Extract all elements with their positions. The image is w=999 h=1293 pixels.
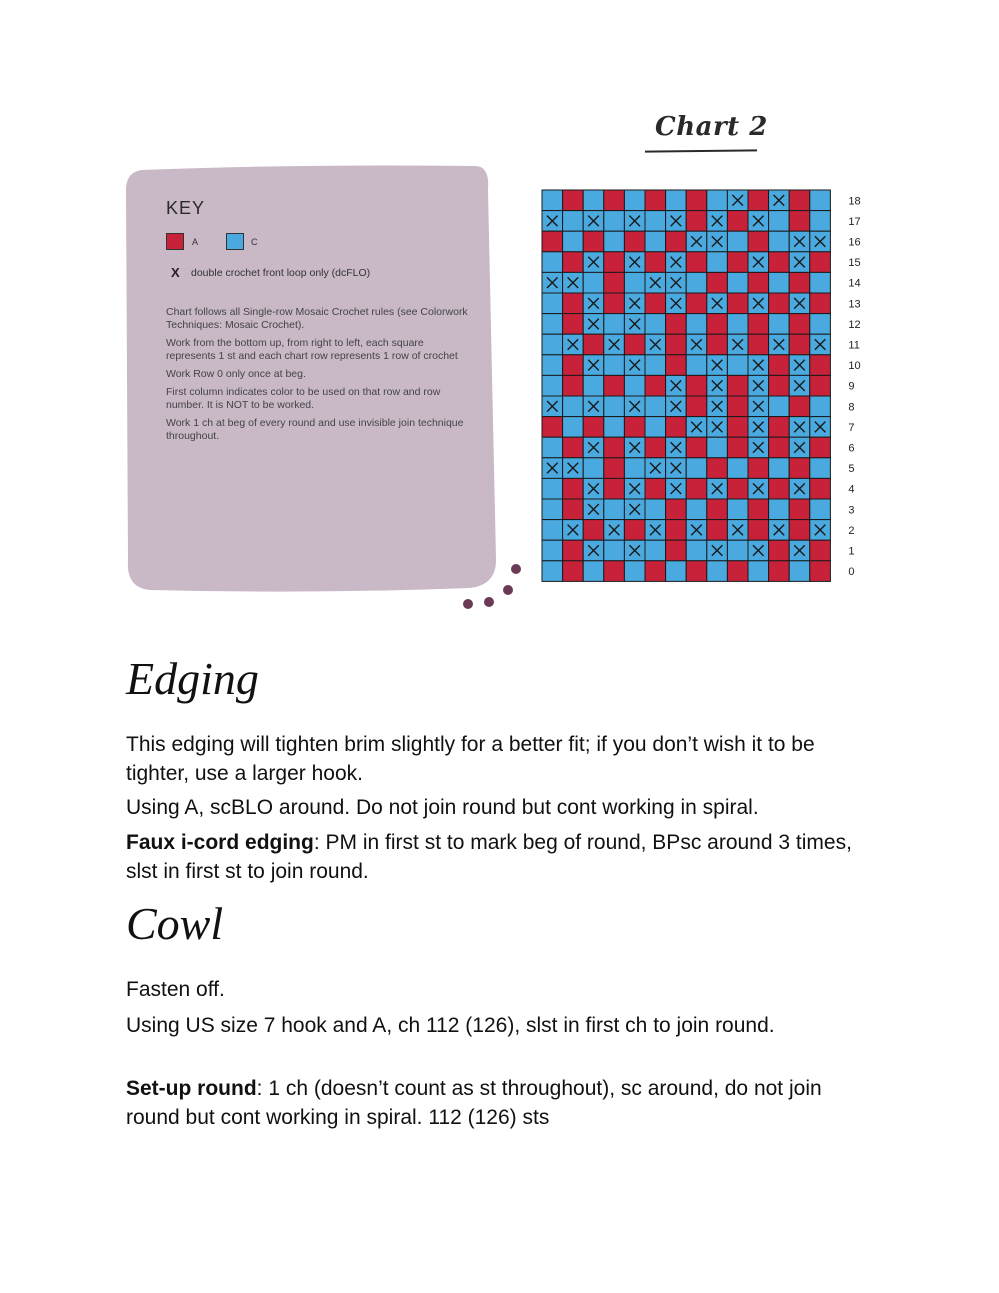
chart-cell: [604, 437, 625, 458]
chart-cell: [789, 396, 810, 417]
chart-cell: [583, 458, 604, 479]
chart-cell: [686, 190, 707, 211]
chart-cell: [769, 478, 790, 499]
chart-cell: [727, 293, 748, 314]
chart-cell: [666, 314, 687, 335]
chart-cell: [583, 231, 604, 252]
chart-cell: [604, 540, 625, 561]
chart-cell: [686, 293, 707, 314]
chart-cell: [769, 561, 790, 582]
chart-cell: [624, 520, 645, 541]
chart-cell: [769, 252, 790, 273]
swatch-a-label: A: [192, 237, 199, 247]
chart-cell: [583, 417, 604, 438]
chart-cell: [563, 561, 584, 582]
faux-icord-label: Faux i-cord edging: [126, 831, 314, 854]
row-number-label: 18: [848, 195, 861, 208]
chart-cell: [748, 520, 769, 541]
chart-cell: [583, 561, 604, 582]
chart-cell: [707, 272, 728, 293]
chart-cell: [810, 437, 831, 458]
decorative-dot: [463, 599, 473, 609]
chart-cell: [707, 314, 728, 335]
chart-cell: [789, 190, 810, 211]
chart-cell: [542, 478, 563, 499]
row-number-label: 11: [848, 339, 860, 352]
chart-cell: [727, 211, 748, 232]
chart-cell: [645, 252, 666, 273]
chart-cell: [727, 231, 748, 252]
key-panel: [120, 160, 510, 600]
chart-cell: [645, 478, 666, 499]
chart-cell: [810, 499, 831, 520]
x-stitch-description: double crochet front loop only (dcFLO): [191, 267, 371, 279]
chart-cell: [769, 375, 790, 396]
chart-cell: [583, 190, 604, 211]
chart-cell: [727, 458, 748, 479]
chart-cell: [666, 334, 687, 355]
chart-cell: [604, 458, 625, 479]
chart-cell: [727, 540, 748, 561]
row-number-label: 13: [848, 298, 861, 311]
row-number-label: 10: [848, 360, 861, 373]
chart-cell: [707, 437, 728, 458]
chart-cell: [769, 540, 790, 561]
chart-cell: [686, 396, 707, 417]
chart-cell: [645, 314, 666, 335]
cowl-paragraph-3: [126, 1074, 876, 1132]
key-note: First column indicates color to be used on that row and row number. It is NOT to be worked.: [166, 386, 441, 411]
chart-cell: [583, 334, 604, 355]
chart-cell: [604, 561, 625, 582]
chart-cell: [789, 499, 810, 520]
chart-cell: [748, 314, 769, 335]
chart-cell: [624, 231, 645, 252]
cowl-paragraph-2: Using US size 7 hook and A, ch 112 (126), slst in first ch to join round.: [126, 1014, 775, 1037]
key-note: Chart follows all Single-row Mosaic Crochet rules (see Colorwork Techniques: Mosaic Crochet).: [166, 306, 468, 331]
key-note: Work from the bottom up, from right to left, each square represents 1 st and each chart row represents 1 row of crochet: [166, 337, 458, 362]
chart-cell: [666, 520, 687, 541]
chart-cell: [769, 211, 790, 232]
chart-cell: [624, 561, 645, 582]
chart-cell: [727, 272, 748, 293]
chart-cell: [789, 561, 810, 582]
chart-cell: [563, 478, 584, 499]
chart-cell: [769, 293, 790, 314]
chart-cell: [727, 437, 748, 458]
chart-cell: [563, 396, 584, 417]
chart-cell: [810, 190, 831, 211]
chart-cell: [645, 499, 666, 520]
chart-cell: [810, 314, 831, 335]
chart-cell: [583, 272, 604, 293]
chart-cell: [604, 252, 625, 273]
chart-cell: [624, 190, 645, 211]
chart-title-underline: [645, 149, 757, 152]
chart-cell: [789, 520, 810, 541]
swatch-color-a: [166, 233, 184, 250]
chart-cell: [563, 231, 584, 252]
x-stitch-icon: X: [171, 265, 180, 280]
chart-cell: [686, 272, 707, 293]
chart-cell: [748, 231, 769, 252]
chart-cell: [604, 499, 625, 520]
chart-cell: [769, 417, 790, 438]
chart-cell: [645, 190, 666, 211]
chart-cell: [727, 314, 748, 335]
chart-cell: [789, 458, 810, 479]
row-number-label: 7: [848, 421, 855, 434]
setup-round-label: Set-up round: [126, 1077, 257, 1100]
chart-cell: [624, 334, 645, 355]
chart-cell: [789, 272, 810, 293]
mosaic-chart: [530, 180, 910, 590]
chart-cell: [666, 355, 687, 376]
chart-cell: [563, 314, 584, 335]
edging-heading: Edging: [126, 653, 259, 704]
row-number-label: 4: [848, 483, 855, 496]
key-heading: KEY: [166, 198, 206, 218]
chart-cell: [686, 437, 707, 458]
chart-cell: [769, 396, 790, 417]
chart-cell: [769, 499, 790, 520]
swatch-color-c: [226, 233, 244, 250]
row-number-label: 16: [848, 236, 861, 249]
chart-cell: [686, 458, 707, 479]
key-note: Work Row 0 only once at beg.: [166, 368, 306, 380]
chart-cell: [707, 458, 728, 479]
chart-cell: [604, 396, 625, 417]
faux-icord-text: : PM in first st to mark beg of round, BPsc around 3 times, slst in first st to join round.: [126, 831, 852, 883]
chart-cell: [542, 355, 563, 376]
chart-cell: [707, 561, 728, 582]
cowl-paragraph-1: Fasten off.: [126, 978, 225, 1001]
chart-cell: [583, 520, 604, 541]
chart-cell: [727, 355, 748, 376]
chart-cell: [810, 375, 831, 396]
chart-cell: [542, 561, 563, 582]
chart-cell: [604, 190, 625, 211]
chart-cell: [769, 314, 790, 335]
chart-cell: [563, 293, 584, 314]
chart-cell: [707, 190, 728, 211]
decorative-dot: [484, 597, 494, 607]
chart-cell: [686, 314, 707, 335]
chart-cell: [748, 272, 769, 293]
chart-cell: [789, 211, 810, 232]
row-number-label: 8: [848, 401, 855, 414]
chart-cell: [542, 437, 563, 458]
chart-cell: [769, 272, 790, 293]
chart-cell: [645, 396, 666, 417]
chart-cell: [810, 540, 831, 561]
chart-cell: [810, 272, 831, 293]
chart-cell: [707, 520, 728, 541]
chart-cell: [748, 458, 769, 479]
chart-cell: [604, 478, 625, 499]
chart-cell: [563, 540, 584, 561]
chart-cell: [810, 355, 831, 376]
chart-cell: [769, 231, 790, 252]
chart-title: Chart 2: [655, 112, 768, 142]
row-number-label: 3: [848, 504, 855, 517]
key-notes: [166, 306, 476, 448]
chart-cell: [810, 211, 831, 232]
chart-cell: [810, 478, 831, 499]
row-number-label: 2: [848, 524, 855, 537]
chart-cell: [686, 211, 707, 232]
decorative-dot: [503, 585, 513, 595]
edging-paragraph-1: This edging will tighten brim slightly for a better fit; if you don’t wish it to be tighter, use a larger hook.: [126, 733, 815, 785]
setup-round-text: : 1 ch (doesn’t count as st throughout), sc around, do not join round but cont working in spiral. 112 (126) sts: [126, 1077, 822, 1129]
swatch-c-label: C: [251, 237, 258, 247]
chart-cell: [810, 561, 831, 582]
row-number-label: 6: [848, 442, 855, 455]
chart-cell: [542, 375, 563, 396]
chart-cell: [624, 458, 645, 479]
chart-cell: [666, 561, 687, 582]
row-number-label: 5: [848, 463, 855, 476]
chart-cell: [727, 375, 748, 396]
row-number-label: 17: [848, 215, 861, 228]
chart-cell: [666, 190, 687, 211]
chart-cell: [645, 355, 666, 376]
chart-cell: [769, 437, 790, 458]
chart-cell: [563, 190, 584, 211]
decorative-dot: [511, 564, 521, 574]
chart-cell: [624, 417, 645, 438]
chart-cell: [748, 190, 769, 211]
chart-cell: [666, 417, 687, 438]
row-number-label: 0: [848, 566, 855, 579]
chart-cell: [563, 355, 584, 376]
key-note: Work 1 ch at beg of every round and use invisible join technique throughout.: [166, 417, 464, 442]
chart-cell: [666, 499, 687, 520]
chart-cell: [810, 458, 831, 479]
chart-cell: [604, 314, 625, 335]
chart-cell: [686, 355, 707, 376]
chart-cell: [748, 561, 769, 582]
row-number-label: 15: [848, 257, 861, 270]
chart-cell: [727, 396, 748, 417]
chart-cell: [542, 190, 563, 211]
chart-cell: [789, 314, 810, 335]
chart-cell: [810, 252, 831, 273]
chart-cell: [686, 478, 707, 499]
chart-cell: [563, 437, 584, 458]
chart-cell: [645, 417, 666, 438]
chart-cell: [604, 272, 625, 293]
chart-cell: [604, 375, 625, 396]
chart-cell: [707, 499, 728, 520]
chart-cell: [645, 540, 666, 561]
chart-cell: [727, 499, 748, 520]
chart-cell: [542, 252, 563, 273]
chart-cell: [727, 252, 748, 273]
chart-cell: [542, 520, 563, 541]
chart-cell: [604, 417, 625, 438]
chart-cell: [748, 499, 769, 520]
chart-cell: [604, 293, 625, 314]
chart-cell: [769, 458, 790, 479]
chart-cell: [645, 375, 666, 396]
chart-cell: [789, 334, 810, 355]
chart-cell: [604, 355, 625, 376]
chart-cell: [563, 499, 584, 520]
chart-cell: [604, 231, 625, 252]
chart-cell: [604, 211, 625, 232]
chart-cell: [563, 211, 584, 232]
row-number-label: 14: [848, 277, 861, 290]
chart-cell: [645, 293, 666, 314]
edging-paragraph-3: [126, 828, 876, 886]
chart-cell: [563, 417, 584, 438]
row-number-label: 12: [848, 318, 861, 331]
chart-cell: [645, 211, 666, 232]
chart-cell: [748, 334, 769, 355]
chart-cell: [810, 293, 831, 314]
cowl-heading: Cowl: [126, 898, 224, 949]
chart-cell: [686, 499, 707, 520]
chart-cell: [645, 437, 666, 458]
chart-cell: [542, 417, 563, 438]
chart-cell: [542, 334, 563, 355]
chart-cell: [542, 540, 563, 561]
row-number-label: 9: [848, 380, 855, 393]
chart-cell: [542, 314, 563, 335]
chart-cell: [645, 561, 666, 582]
row-number-label: 1: [848, 545, 855, 558]
chart-cell: [542, 499, 563, 520]
chart-cell: [707, 334, 728, 355]
chart-cell: [707, 252, 728, 273]
chart-cell: [666, 231, 687, 252]
chart-cell: [810, 396, 831, 417]
chart-cell: [769, 355, 790, 376]
chart-cell: [583, 375, 604, 396]
chart-cell: [542, 231, 563, 252]
chart-cell: [686, 375, 707, 396]
chart-cell: [624, 272, 645, 293]
chart-cell: [727, 478, 748, 499]
chart-cell: [563, 252, 584, 273]
chart-cell: [727, 561, 748, 582]
chart-cell: [624, 375, 645, 396]
chart-cell: [686, 540, 707, 561]
chart-cell: [686, 252, 707, 273]
edging-paragraph-2: Using A, scBLO around. Do not join round but cont working in spiral.: [126, 796, 759, 819]
chart-cell: [542, 293, 563, 314]
chart-cell: [686, 561, 707, 582]
chart-cell: [727, 417, 748, 438]
chart-cell: [645, 231, 666, 252]
chart-cell: [666, 540, 687, 561]
chart-cell: [563, 375, 584, 396]
